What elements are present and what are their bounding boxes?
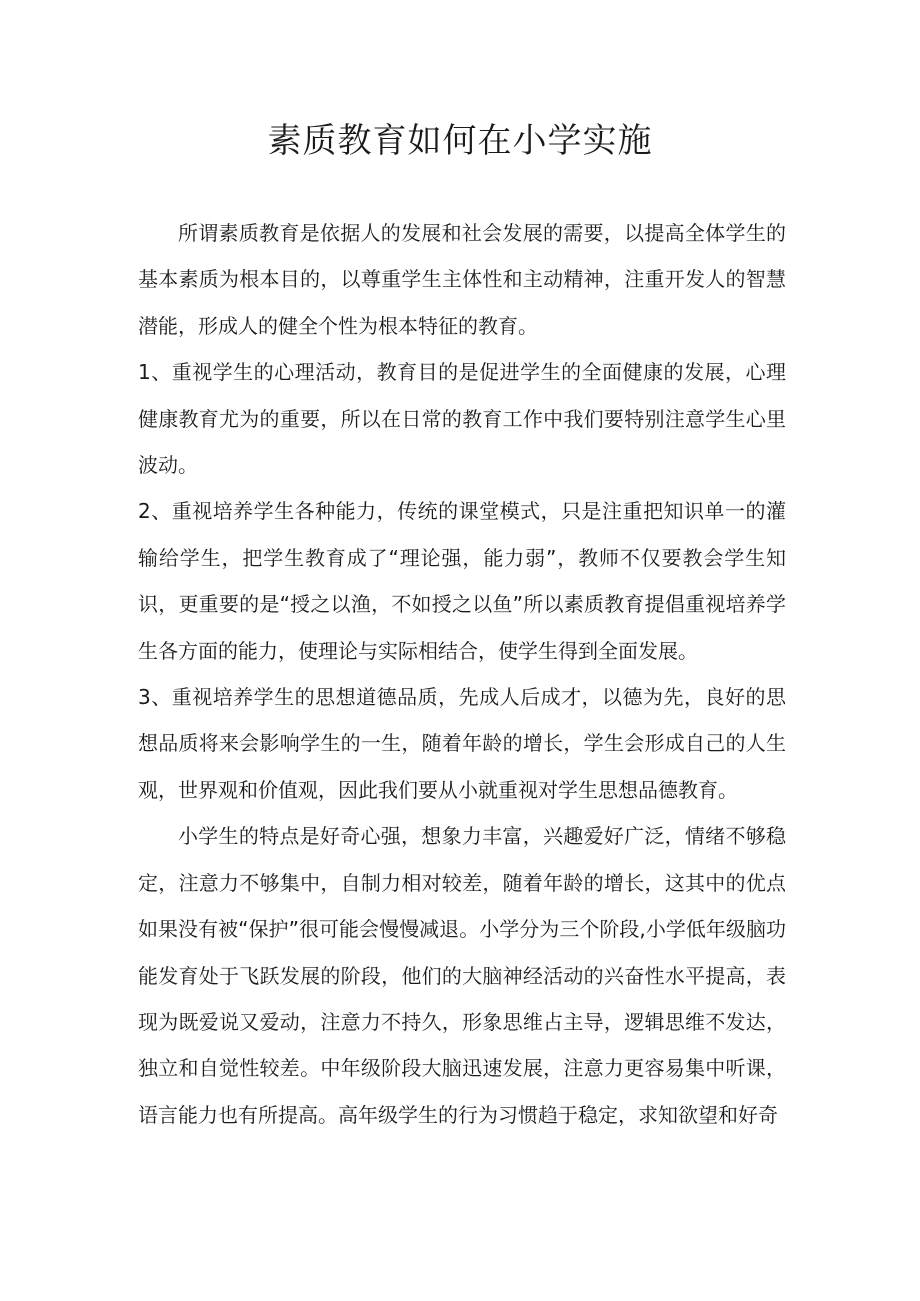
paragraph-point-2: 2、重视培养学生各种能力，传统的课堂模式，只是注重把知识单一的灌输给学生，把学生教育成了“理论强，能力弱”，教师不仅要教会学生知识，更重要的是“授之以渔，不如授之以鱼”所以素质教育提倡重视培养学生各方面的能力，使理论与实际相结合，使学生得到全面发展。	[138, 499, 786, 663]
paragraph-point-3: 3、重视培养学生的思想道德品质，先成人后成才，以德为先，良好的思想品质将来会影响学生的一生，随着年龄的增长，学生会形成自己的人生观，世界观和价值观，因此我们要从小就重视对学生思想品德教育。	[138, 685, 786, 802]
document-body	[138, 210, 786, 1138]
paragraph-intro: 所谓素质教育是依据人的发展和社会发展的需要，以提高全体学生的基本素质为根本目的，以尊重学生主体性和主动精神，注重开发人的智慧潜能，形成人的健全个性为根本特征的教育。	[138, 221, 786, 338]
paragraph-characteristics: 小学生的特点是好奇心强，想象力丰富，兴趣爱好广泛，情绪不够稳定，注意力不够集中，自制力相对较差，随着年龄的增长，这其中的优点如果没有被“保护”很可能会慢慢减退。小学分为三个阶段,小学低年级脑功能发育处于飞跃发展的阶段，他们的大脑神经活动的兴奋性水平提高，表现为既爱说又爱动，注意力不持久，形象思维占主导，逻辑思维不发达，独立和自觉性较差。中年级阶段大脑迅速发展，注意力更容易集中听课，语言能力也有所提高。高年级学生的行为习惯趋于稳定，求知欲望和好奇	[138, 824, 786, 1127]
paragraph-point-1: 1、重视学生的心理活动，教育目的是促进学生的全面健康的发展，心理健康教育尤为的重要，所以在日常的教育工作中我们要特别注意学生心里波动。	[138, 360, 786, 478]
document-title: 素质教育如何在小学实施	[267, 121, 653, 161]
